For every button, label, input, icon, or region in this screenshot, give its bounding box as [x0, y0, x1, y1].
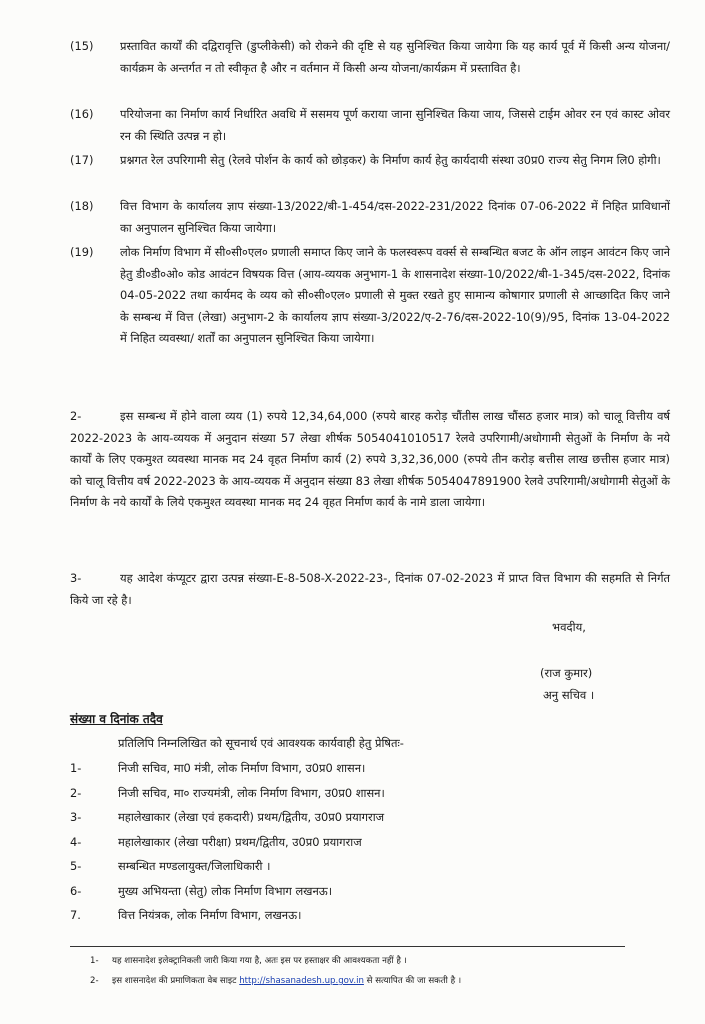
- list-item-text: महालेखाकार (लेखा एवं हकदारी) प्रथम/द्वितीय, उ0प्र0 प्रयागराज: [118, 810, 385, 824]
- list-item: [70, 783, 630, 808]
- paragraph-number: 2-: [70, 409, 82, 423]
- footer-note-number: 1-: [90, 956, 99, 966]
- point-17: [70, 150, 670, 172]
- point-text: वित्त विभाग के कार्यालय ज्ञाप संख्या-13/2022/बी-1-454/दस-2022-231/2022 दिनांक 07-06-2022 में निहित प्राविधानों का अनुपालन सुनिश्चित किया जायेगा।: [120, 199, 670, 235]
- footer-note-text: इस शासनादेश की प्रमाणिकता वेब साइट: [112, 976, 237, 986]
- point-number: (18): [70, 199, 94, 213]
- list-item-number: 7.: [70, 908, 81, 922]
- list-item-number: 2-: [70, 785, 82, 800]
- copy-heading: संख्या व दिनांक तदैव: [70, 712, 163, 726]
- verification-link[interactable]: http://shasanadesh.up.gov.in: [239, 976, 364, 986]
- point-19: [70, 242, 670, 350]
- footer-note-text-end: से सत्यापित की जा सकती है ।: [366, 976, 462, 986]
- point-text: प्रश्नगत रेल उपरिगामी सेतु (रेलवे पोर्शन के कार्य को छोड़कर) के निर्माण कार्य हेतु कार्यदायी संस्था उ0प्र0 राज्य सेतु निगम लि0 होगी।: [120, 153, 661, 167]
- point-text: लोक निर्माण विभाग में सी०सी०एल० प्रणाली समाप्त किए जाने के फलस्वरूप वर्क्स से सम्बन्धित बजट के ऑन लाइन आवंटन किए जाने हेतु डी०डी०ओ० कोड आवंटन विषयक वित्त (आय-व्ययक अनुभाग-1 के शासनादेश संख्या-10/2022/बी-1-345/दस-2022, दिनांक 04-05-2022 तथा कार्यमद के व्यय को सी०सी०एल० प्रणाली से मुक्त रखते हुए सामान्य कोषागार प्रणाली से आच्छादित किए जाने के सम्बन्ध में वित्त (लेखा) अनुभाग-2 के कार्यालय ज्ञाप संख्या-3/2022/ए-2-76/दस-2022-10(9)/95, दिनांक 13-04-2022 में निहित व्यवस्था/ शर्तों का अनुपालन सुनिश्चित किया जायेगा।: [120, 245, 670, 345]
- paragraph-number: 3-: [70, 571, 82, 585]
- list-item: [70, 832, 630, 857]
- list-item: [70, 881, 630, 906]
- paragraph-2: [70, 406, 670, 514]
- paragraph-3: [70, 568, 670, 611]
- paragraph-text: इस सम्बन्ध में होने वाला व्यय (1) रुपये 12,34,64,000 (रुपये बारह करोड़ चौंतीस लाख चौंसठ हजार मात्र) को चालू वित्तीय वर्ष 2022-2023 के आय-व्ययक में अनुदान संख्या 57 लेखा शीर्षक 5054041010517 रेलवे उपरिगामी/अधोगामी सेतुओं के निर्माण के नये कार्यों के लिए एकमुश्त व्यवस्था मानक मद 24 वृहत निर्माण कार्य (2) रुपये 3,32,36,000 (रुपये तीन करोड़ बत्तीस लाख छत्तीस हजार मात्र) को चालू वित्तीय वर्ष 2022-2023 के आय-व्ययक में अनुदान संख्या 83 लेखा शीर्षक 5054047891900 रेलवे उपरिगामी/अधोगामी सेतुओं के निर्माण के नये कार्यों के लिये एकमुश्त व्यवस्था मानक मद 24 वृहत निर्माण कार्य के नामे डाला जायेगा।: [70, 409, 670, 509]
- list-item-text: मुख्य अभियन्ता (सेतु) लोक निर्माण विभाग लखनऊ।: [118, 883, 333, 898]
- point-15: [70, 36, 670, 79]
- footer-note-text: यह शासनादेश इलेक्ट्रानिकली जारी किया गया है, अतः इस पर हस्ताक्षर की आवश्यकता नहीं है ।: [112, 956, 407, 966]
- signatory-designation: अनु सचिव ।: [543, 688, 595, 702]
- list-item-text: निजी सचिव, मा० राज्यमंत्री, लोक निर्माण विभाग, उ0प्र0 शासन।: [118, 785, 385, 800]
- list-item-text: महालेखाकार (लेखा परीक्षा) प्रथम/द्वितीय, उ0प्र0 प्रयागराज: [118, 834, 362, 849]
- list-item-text: निजी सचिव, मा0 मंत्री, लोक निर्माण विभाग, उ0प्र0 शासन।: [118, 761, 366, 775]
- point-text: प्रस्तावित कार्यों की दद्विरावृत्ति (डुप्लीकेसी) को रोकने की दृष्टि से यह सुनिश्चित किया जायेगा कि यह कार्य पूर्व में किसी अन्य योजना/कार्यक्रम के अन्तर्गत न तो स्वीकृत है और न वर्तमान में किसी अन्य योजना/कार्यक्रम में प्रस्तावित है।: [120, 39, 670, 75]
- list-item-text: वित्त नियंत्रक, लोक निर्माण विभाग, लखनऊ।: [118, 908, 302, 922]
- point-16: [70, 104, 670, 147]
- copy-intro: प्रतिलिपि निम्नलिखित को सूचनार्थ एवं आवश्यक कार्यवाही हेतु प्रेषितः-: [118, 736, 404, 750]
- signatory-name: (राज कुमार): [540, 666, 593, 680]
- list-item-number: 4-: [70, 834, 82, 849]
- copy-recipient-list: [70, 758, 630, 930]
- list-item: [70, 905, 630, 930]
- footer-divider: [70, 946, 625, 947]
- footer-note-number: 2-: [90, 976, 99, 986]
- point-number: (15): [70, 39, 94, 53]
- list-item-number: 6-: [70, 883, 82, 898]
- point-text: परियोजना का निर्माण कार्य निर्धारित अवधि में ससमय पूर्ण कराया जाना सुनिश्चित किया जाय, जिससे टाईम ओवर रन एवं कास्ट ओवर रन की स्थिति उत्पन्न न हो।: [120, 107, 670, 143]
- list-item: [70, 758, 630, 783]
- point-number: (16): [70, 107, 94, 121]
- list-item-number: 1-: [70, 761, 82, 775]
- list-item-number: 5-: [70, 859, 82, 873]
- list-item-number: 3-: [70, 810, 82, 824]
- paragraph-text: यह आदेश कंप्यूटर द्वारा उत्पन्न संख्या-E-8-508-X-2022-23-, दिनांक 07-02-2023 में प्राप्त वित्त विभाग की सहमति से निर्गत किये जा रहे है।: [70, 571, 670, 607]
- list-item: [70, 807, 630, 832]
- point-number: (19): [70, 245, 94, 259]
- closing-text: भवदीय,: [552, 620, 586, 634]
- point-18: [70, 196, 670, 239]
- footer-note-2: [90, 974, 461, 986]
- footer-note-1: [90, 954, 407, 966]
- point-number: (17): [70, 153, 94, 167]
- list-item-text: सम्बन्धित मण्डलायुक्त/जिलाधिकारी ।: [118, 859, 271, 873]
- list-item: [70, 856, 630, 881]
